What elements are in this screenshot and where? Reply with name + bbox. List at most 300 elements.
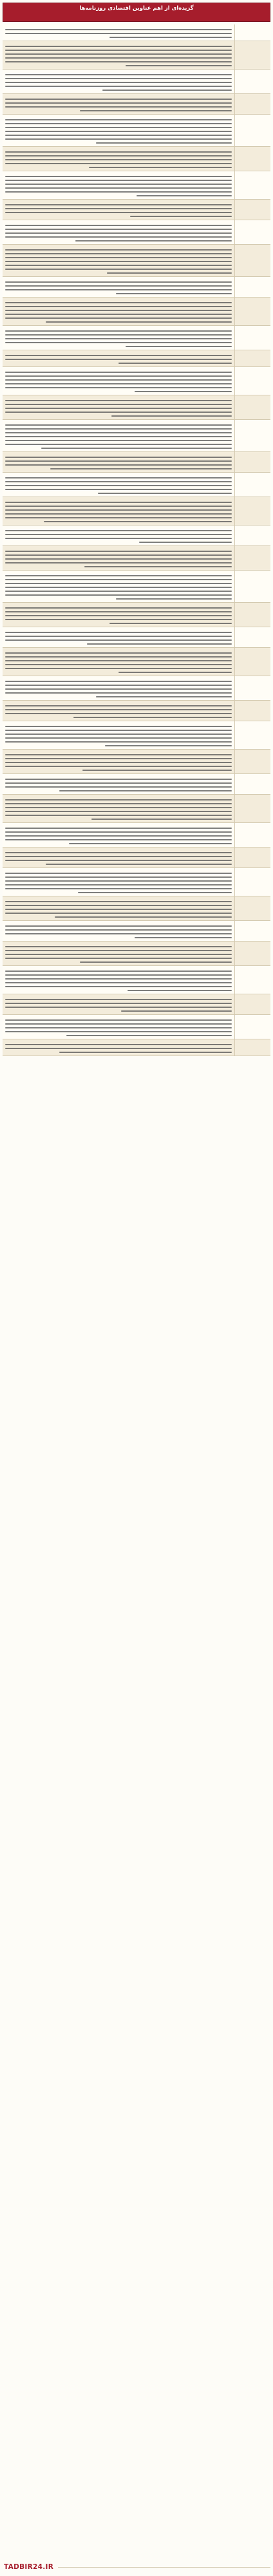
item-source <box>234 41 270 69</box>
illegible-text-line <box>5 632 232 633</box>
illegible-text-line <box>105 745 232 746</box>
illegible-text-line <box>96 696 232 697</box>
illegible-text-line <box>5 387 232 388</box>
illegible-text-line <box>5 860 232 861</box>
illegible-text-line <box>5 873 232 874</box>
digest-item <box>3 627 270 648</box>
illegible-text-line <box>5 50 232 51</box>
illegible-text-line <box>5 856 232 857</box>
item-body-text <box>3 721 234 749</box>
illegible-text-line <box>5 334 232 336</box>
illegible-text-line <box>109 37 232 38</box>
illegible-text-line <box>5 379 232 381</box>
item-body-text <box>3 603 234 627</box>
illegible-text-line <box>5 464 232 466</box>
illegible-text-line <box>5 538 232 539</box>
illegible-text-line <box>116 293 232 294</box>
digest-item <box>3 994 270 1015</box>
illegible-text-line <box>5 513 232 515</box>
illegible-text-line <box>5 281 232 283</box>
digest-item <box>3 350 270 367</box>
digest-item <box>3 473 270 497</box>
illegible-text-line <box>5 1023 232 1025</box>
illegible-text-line <box>5 61 232 62</box>
illegible-text-line <box>5 594 232 596</box>
illegible-text-line <box>5 102 232 104</box>
illegible-text-line <box>135 937 232 938</box>
illegible-text-line <box>5 506 232 507</box>
item-body-text <box>3 648 234 676</box>
item-body-text <box>3 326 234 350</box>
illegible-text-line <box>5 138 232 140</box>
illegible-text-line <box>5 741 232 743</box>
digest-item <box>3 200 270 220</box>
illegible-text-line <box>5 726 232 727</box>
illegible-text-line <box>5 803 232 804</box>
illegible-text-line <box>84 566 232 567</box>
illegible-text-line <box>5 489 232 490</box>
illegible-text-line <box>5 558 232 560</box>
illegible-text-line <box>111 415 232 417</box>
illegible-text-line <box>5 155 232 156</box>
digest-item <box>3 823 270 848</box>
illegible-text-line <box>5 607 232 609</box>
item-source <box>234 395 270 419</box>
digest-item <box>3 942 270 966</box>
item-source <box>234 627 270 647</box>
digest-item <box>3 326 270 350</box>
item-body-text <box>3 350 234 366</box>
illegible-text-line <box>5 375 232 377</box>
digest-item <box>3 367 270 395</box>
item-body-text <box>3 200 234 220</box>
illegible-text-line <box>5 999 232 1000</box>
digest-item <box>3 896 270 921</box>
item-body-text <box>3 115 234 146</box>
illegible-text-line <box>5 974 232 976</box>
item-source <box>234 571 270 602</box>
illegible-text-line <box>107 272 232 274</box>
illegible-text-line <box>5 583 232 584</box>
illegible-text-line <box>69 843 232 844</box>
illegible-text-line <box>5 119 232 120</box>
digest-item <box>3 546 270 571</box>
digest-item <box>3 94 270 115</box>
illegible-text-line <box>5 29 232 30</box>
illegible-text-line <box>5 33 232 34</box>
illegible-text-line <box>5 127 232 128</box>
item-body-text <box>3 147 234 171</box>
digest-item <box>3 774 270 795</box>
illegible-text-line <box>5 1048 232 1049</box>
item-source <box>234 171 270 199</box>
illegible-text-line <box>5 57 232 59</box>
illegible-text-line <box>5 1003 232 1004</box>
illegible-text-line <box>5 909 232 910</box>
item-source <box>234 701 270 721</box>
digest-item <box>3 452 270 473</box>
illegible-text-line <box>5 131 232 132</box>
illegible-text-line <box>5 554 232 556</box>
item-source <box>234 200 270 220</box>
illegible-text-line <box>5 762 232 763</box>
illegible-text-line <box>5 880 232 882</box>
item-body-text <box>3 473 234 497</box>
item-source <box>234 24 270 41</box>
illegible-text-line <box>5 1031 232 1032</box>
illegible-text-line <box>98 493 232 494</box>
illegible-text-line <box>5 424 232 426</box>
item-body-text <box>3 823 234 847</box>
illegible-text-line <box>5 485 232 486</box>
digest-item <box>3 497 270 526</box>
item-body-text <box>3 868 234 896</box>
digest-item <box>3 750 270 774</box>
illegible-text-line <box>5 135 232 136</box>
site-brand-logo: TADBIR24.IR <box>4 2563 54 2571</box>
illegible-text-line <box>5 184 232 185</box>
illegible-text-line <box>46 321 232 323</box>
illegible-text-line <box>139 542 232 543</box>
illegible-text-line <box>5 302 232 303</box>
item-source <box>234 921 270 941</box>
illegible-text-line <box>5 428 232 430</box>
illegible-text-line <box>5 257 232 258</box>
illegible-text-line <box>5 779 232 780</box>
illegible-text-line <box>127 990 232 991</box>
item-source <box>234 966 270 994</box>
illegible-text-line <box>5 534 232 535</box>
item-body-text <box>3 395 234 419</box>
item-source <box>234 298 270 325</box>
illegible-text-line <box>5 705 232 706</box>
illegible-text-line <box>5 901 232 902</box>
illegible-text-line <box>5 905 232 906</box>
illegible-text-line <box>5 758 232 759</box>
illegible-text-line <box>5 884 232 886</box>
illegible-text-line <box>5 1027 232 1028</box>
illegible-text-line <box>5 355 232 356</box>
illegible-text-line <box>5 53 232 55</box>
item-source <box>234 823 270 847</box>
illegible-text-line <box>5 950 232 951</box>
item-source <box>234 848 270 867</box>
item-body-text <box>3 1039 234 1056</box>
illegible-text-line <box>80 961 232 963</box>
illegible-text-line <box>5 737 232 739</box>
illegible-text-line <box>5 249 232 251</box>
digest-item <box>3 571 270 603</box>
digest-item <box>3 795 270 823</box>
item-body-text <box>3 1015 234 1039</box>
illegible-text-line <box>5 709 232 710</box>
item-body-text <box>3 94 234 114</box>
illegible-text-line <box>5 412 232 413</box>
illegible-text-line <box>5 562 232 564</box>
illegible-text-line <box>46 864 232 865</box>
digest-item <box>3 848 270 868</box>
illegible-text-line <box>5 766 232 767</box>
illegible-text-line <box>5 828 232 829</box>
item-body-text <box>3 171 234 199</box>
illegible-text-line <box>59 790 232 791</box>
illegible-text-line <box>5 82 232 83</box>
illegible-text-line <box>55 916 232 918</box>
digest-item <box>3 245 270 277</box>
digest-item <box>3 1039 270 1056</box>
illegible-text-line <box>118 672 232 673</box>
illegible-text-line <box>5 78 232 79</box>
item-source <box>234 546 270 570</box>
illegible-text-line <box>5 587 232 588</box>
illegible-text-line <box>5 99 232 100</box>
illegible-text-line <box>5 404 232 405</box>
illegible-text-line <box>5 229 232 230</box>
illegible-text-line <box>5 372 232 373</box>
illegible-text-line <box>5 176 232 177</box>
illegible-text-line <box>89 167 232 168</box>
illegible-text-line <box>5 265 232 266</box>
illegible-text-line <box>5 734 232 735</box>
item-body-text <box>3 298 234 325</box>
item-source <box>234 603 270 627</box>
item-source <box>234 994 270 1014</box>
illegible-text-line <box>5 611 232 612</box>
illegible-text-line <box>5 839 232 840</box>
illegible-text-line <box>66 1035 232 1036</box>
illegible-text-line <box>135 391 232 392</box>
footer-divider <box>58 2567 270 2568</box>
illegible-text-line <box>82 770 232 771</box>
item-body-text <box>3 220 234 244</box>
digest-item <box>3 70 270 94</box>
item-source <box>234 750 270 773</box>
item-source <box>234 326 270 350</box>
item-source <box>234 942 270 965</box>
illegible-text-line <box>5 636 232 637</box>
item-body-text <box>3 24 234 41</box>
illegible-text-line <box>5 481 232 482</box>
illegible-text-line <box>5 656 232 658</box>
digest-item <box>3 701 270 721</box>
item-body-text <box>3 497 234 525</box>
item-source <box>234 367 270 395</box>
illegible-text-line <box>91 819 232 820</box>
illegible-text-line <box>5 191 232 193</box>
item-body-text <box>3 420 234 451</box>
illegible-text-line <box>5 232 232 234</box>
item-source <box>234 1039 270 1056</box>
digest-item <box>3 676 270 701</box>
item-body-text <box>3 41 234 69</box>
illegible-text-line <box>5 314 232 315</box>
illegible-text-line <box>5 652 232 654</box>
illegible-text-line <box>5 639 232 641</box>
illegible-text-line <box>5 835 232 837</box>
illegible-text-line <box>5 852 232 853</box>
illegible-text-line <box>5 46 232 47</box>
illegible-text-line <box>5 253 232 254</box>
item-body-text <box>3 966 234 994</box>
illegible-text-line <box>5 933 232 934</box>
illegible-text-line <box>5 436 232 437</box>
item-body-text <box>3 245 234 276</box>
illegible-text-line <box>5 457 232 458</box>
item-body-text <box>3 571 234 602</box>
illegible-text-line <box>5 432 232 433</box>
item-body-text <box>3 627 234 647</box>
illegible-text-line <box>5 261 232 262</box>
illegible-text-line <box>5 330 232 332</box>
illegible-text-line <box>5 782 232 784</box>
illegible-text-line <box>5 692 232 694</box>
digest-item <box>3 921 270 942</box>
illegible-text-line <box>102 90 232 91</box>
illegible-text-line <box>5 342 232 343</box>
item-body-text <box>3 942 234 965</box>
item-source <box>234 497 270 525</box>
page-footer <box>3 2561 270 2573</box>
item-body-text <box>3 452 234 472</box>
illegible-text-line <box>80 110 232 111</box>
item-body-text <box>3 367 234 395</box>
item-source <box>234 94 270 114</box>
illegible-text-line <box>5 575 232 576</box>
illegible-text-line <box>5 876 232 878</box>
illegible-text-line <box>5 668 232 669</box>
digest-item <box>3 298 270 326</box>
illegible-text-line <box>5 754 232 755</box>
illegible-text-line <box>5 306 232 307</box>
illegible-text-line <box>5 477 232 478</box>
illegible-text-line <box>5 187 232 189</box>
illegible-text-line <box>5 408 232 409</box>
item-source <box>234 420 270 451</box>
illegible-text-line <box>121 1010 232 1012</box>
item-source <box>234 721 270 749</box>
illegible-text-line <box>5 530 232 531</box>
illegible-text-line <box>5 163 232 164</box>
digest-item <box>3 24 270 41</box>
illegible-text-line <box>5 713 232 714</box>
illegible-text-line <box>5 440 232 441</box>
illegible-text-line <box>5 289 232 290</box>
item-body-text <box>3 546 234 570</box>
illegible-text-line <box>5 986 232 987</box>
illegible-text-line <box>5 151 232 153</box>
illegible-text-line <box>126 65 232 66</box>
illegible-text-line <box>96 142 232 144</box>
digest-item <box>3 171 270 200</box>
digest-item <box>3 420 270 452</box>
digest-title: گزیده‌ای از اهم عناوین اقتصادی روزنامه‌ها <box>79 5 194 12</box>
item-body-text <box>3 774 234 794</box>
illegible-text-line <box>75 240 232 242</box>
item-source <box>234 896 270 920</box>
illegible-text-line <box>5 359 232 360</box>
digest-item <box>3 526 270 546</box>
illegible-text-line <box>130 216 232 217</box>
illegible-text-line <box>5 86 232 87</box>
illegible-text-line <box>87 643 232 645</box>
illegible-text-line <box>136 195 232 196</box>
digest-item <box>3 147 270 171</box>
illegible-text-line <box>5 685 232 686</box>
item-body-text <box>3 70 234 93</box>
item-source <box>234 795 270 822</box>
illegible-text-line <box>5 236 232 238</box>
illegible-text-line <box>5 208 232 209</box>
digest-item <box>3 868 270 896</box>
illegible-text-line <box>5 730 232 731</box>
illegible-text-line <box>109 623 232 624</box>
illegible-text-line <box>44 521 232 522</box>
item-body-text <box>3 848 234 867</box>
digest-item <box>3 220 270 245</box>
digest-item <box>3 277 270 298</box>
illegible-text-line <box>5 688 232 690</box>
item-source <box>234 676 270 700</box>
illegible-text-line <box>5 180 232 181</box>
illegible-text-line <box>5 1019 232 1021</box>
item-source <box>234 220 270 244</box>
illegible-text-line <box>5 74 232 75</box>
illegible-text-line <box>5 615 232 616</box>
illegible-text-line <box>5 831 232 833</box>
digest-item <box>3 41 270 70</box>
illegible-text-line <box>5 681 232 682</box>
illegible-text-line <box>5 1044 232 1045</box>
item-source <box>234 1015 270 1039</box>
digest-item <box>3 966 270 994</box>
item-source <box>234 648 270 676</box>
illegible-text-line <box>5 204 232 205</box>
digest-item <box>3 721 270 750</box>
illegible-text-line <box>5 888 232 889</box>
illegible-text-line <box>118 363 232 364</box>
illegible-text-line <box>5 958 232 959</box>
illegible-text-line <box>5 285 232 287</box>
illegible-text-line <box>5 383 232 384</box>
illegible-text-line <box>5 925 232 927</box>
item-body-text <box>3 795 234 822</box>
item-body-text <box>3 994 234 1014</box>
illegible-text-line <box>73 717 232 718</box>
illegible-text-line <box>5 660 232 661</box>
illegible-text-line <box>5 502 232 503</box>
illegible-text-line <box>59 1052 232 1053</box>
digest-item <box>3 603 270 627</box>
illegible-text-line <box>5 509 232 511</box>
illegible-text-line <box>5 106 232 108</box>
illegible-text-line <box>5 159 232 160</box>
item-source <box>234 115 270 146</box>
item-source <box>234 245 270 276</box>
digest-item <box>3 395 270 420</box>
illegible-text-line <box>5 591 232 592</box>
illegible-text-line <box>5 929 232 931</box>
illegible-text-line <box>5 225 232 226</box>
illegible-text-line <box>5 664 232 665</box>
item-source <box>234 774 270 794</box>
digest-item <box>3 1015 270 1039</box>
illegible-text-line <box>5 444 232 445</box>
illegible-text-line <box>5 978 232 980</box>
item-body-text <box>3 701 234 721</box>
illegible-text-line <box>5 799 232 800</box>
item-body-text <box>3 526 234 545</box>
item-source <box>234 277 270 297</box>
